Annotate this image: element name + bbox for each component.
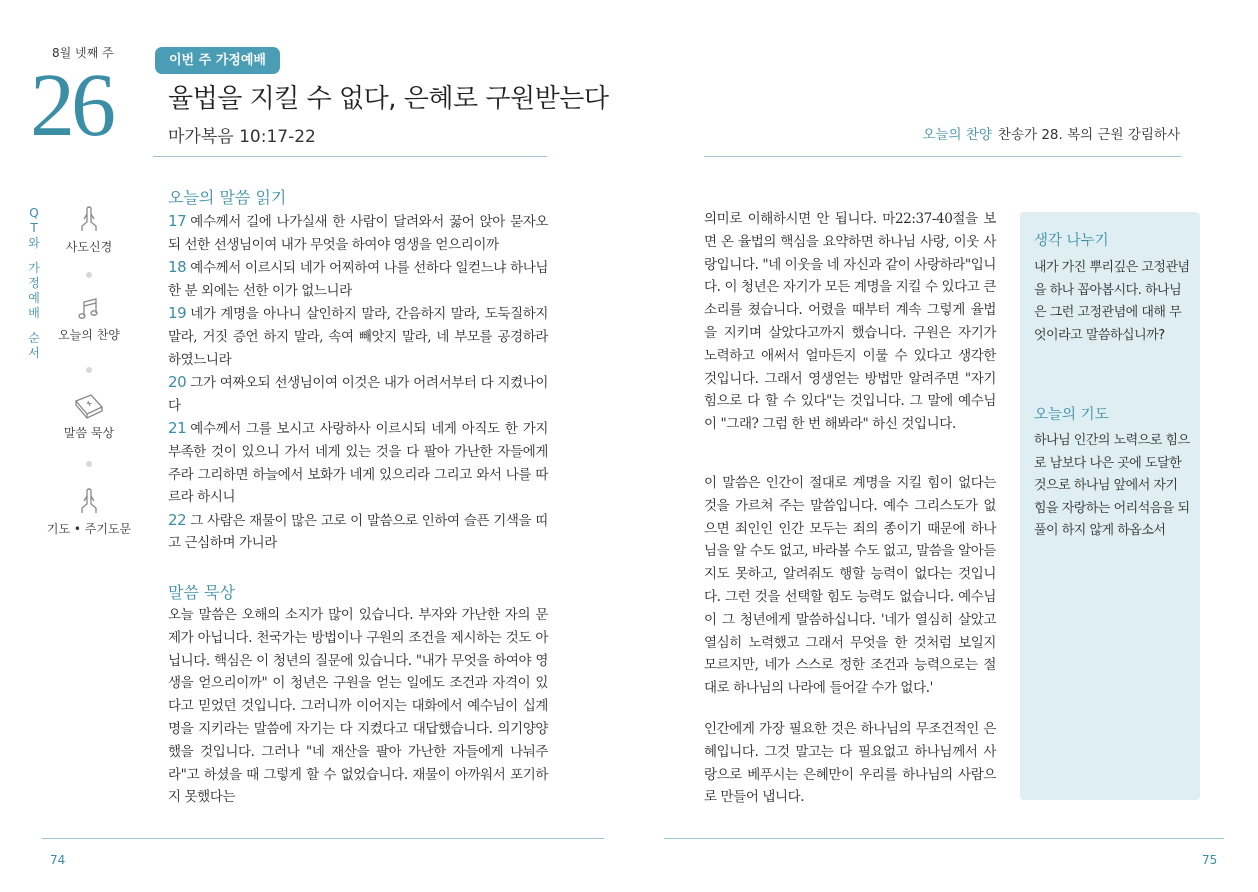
verse-number: 18 [168, 258, 187, 277]
verse-number: 20 [168, 373, 187, 392]
body-paragraph-1: 의미로 이해하시면 안 됩니다. 마22:37-40절을 보면 온 율법의 핵심을 요약하면 하나님 사랑, 이웃 사랑입니다. "네 이웃을 네 자신과 같이 사랑하라"입니다. 이 청년은 자기가 모든 계명을 지킬 수 있다고 큰 소리를 쳤습니다. 어렸을 때부터 계속 그렇게 율법을 지키며 살았다고까지 했습니다. 구원은 자기가 노력하고 애써서 얼마든지 이룰 수 있다고 생각한 것입니다. 그래서 영생얻는 방법만 알려주면 "자기 힘으로 다 할 수 있다"는 것입니다. 그 말에 예수님이 "그래? 그럼 한 번 해봐라" 하신 것입니다. [704, 211, 996, 433]
page-number-right: 75 [1202, 853, 1218, 867]
todays-hymn [922, 123, 1180, 143]
step-label: 말씀 묵상 [63, 426, 115, 440]
step-prayer [34, 486, 144, 537]
step-label: 오늘의 찬양 [58, 328, 120, 342]
step-label: 사도신경 [65, 240, 113, 254]
verse-text: 예수께서 이르시되 네가 어찌하여 나를 선하다 일컫느냐 하나님 한 분 외에는 선한 이가 없느니라 [168, 260, 548, 299]
week-label: 8월 넷째 주 [52, 46, 114, 60]
step-todays-hymn [34, 296, 144, 343]
vertical-char: 순 [28, 331, 40, 345]
vertical-char: T [30, 221, 38, 235]
praying-hands-icon [74, 486, 104, 516]
verse-number: 19 [168, 304, 187, 323]
vertical-char: 가 [28, 261, 40, 275]
praying-hands-icon [74, 204, 104, 234]
body-paragraph-3: 인간에게 가장 필요한 것은 하나님의 무조건적인 은혜입니다. 그것 말고는 다 필요없고 하나님께서 사랑으로 베푸시는 은혜만이 우리를 하나님의 사람으로 만들어 냅니다. [704, 721, 996, 806]
verse-list [168, 210, 548, 555]
verse-text: 네가 계명을 아나니 살인하지 말라, 간음하지 말라, 도둑질하지 말라, 거짓 증언 하지 말라, 속여 빼앗지 말라, 네 부모를 공경하라 하였느니라 [168, 306, 548, 368]
bible-icon [73, 392, 105, 420]
verse-text: 그 사람은 재물이 많은 고로 이 말씀으로 인하여 슬픈 기색을 띠고 근심하며 가니라 [168, 512, 548, 552]
vertical-char: 서 [28, 346, 40, 360]
footer-divider [664, 838, 1224, 839]
verse-text: 그가 여짜오되 선생님이여 이것은 내가 어려서부터 다 지켰나이다 [168, 375, 548, 414]
day-number: 26 [30, 56, 112, 155]
verse-text: 예수께서 그를 보시고 사랑하사 이르시되 네게 아직도 한 가지 부족한 것이 있으니 가서 네게 있는 것을 다 팔아 가난한 자들에게 주라 그리하면 하늘에서 보화가 네게 있으리라 그리고 와서 나를 따르라 하시니 [168, 421, 548, 506]
verse-text: 예수께서 길에 나가실새 한 사람이 달려와서 꿇어 앉아 묻자오되 선한 선생님이여 내가 무엇을 하여야 영생을 얻으리이까 [168, 214, 548, 253]
meditation-heading: 말씀 묵상 [168, 583, 235, 602]
step-separator-dot [86, 367, 92, 373]
share-text: 내가 가진 뿌리깊은 고정관념을 하나 꼽아봅시다. 하나님은 그런 고정관념에 대해 무엇이라고 말씀하십니까? [1034, 260, 1190, 343]
step-separator-dot [86, 461, 92, 467]
vertical-char: 예 [28, 291, 40, 305]
reflection-box [1020, 212, 1200, 800]
divider [153, 156, 547, 157]
verse-number: 22 [168, 510, 187, 529]
hymn-title: 찬송가 28. 복의 근원 강림하사 [997, 127, 1180, 143]
body-paragraph-2: 이 말씀은 인간이 절대로 계명을 지킬 힘이 없다는 것을 가르쳐 주는 말씀입니다. 예수 그리스도가 없으면 죄인인 인간 모두는 죄의 종이기 때문에 하나님을 알 수도 없고, 바라볼 수도 없고, 말씀을 알아듣지도 못하고, 알려줘도 행할 능력이 없다는 것입니다. 그런 것을 선택할 힘도 능력도 없습니다. 예수님이 그 청년에게 말씀하십니다. '네가 열심히 살았고 열심히 노력했고 그래서 무엇을 한 것처럼 보일지 모르지만, 네가 스스로 정한 조건과 능력으로는 절대로 하나님의 나라에 들어갈 수가 없다.' [704, 475, 996, 697]
divider [704, 156, 1181, 157]
reading-heading: 오늘의 말씀 읽기 [168, 188, 287, 207]
scripture-reference: 마가복음 10:17-22 [168, 127, 316, 147]
step-separator-dot [86, 272, 92, 278]
meditation-text: 오늘 말씀은 오해의 소지가 많이 있습니다. 부자와 가난한 자의 문제가 아닙니다. 천국가는 방법이나 구원의 조건을 제시하는 것도 아닙니다. 핵심은 이 청년의 질문에 있습니다. "내가 무엇을 하여야 영생을 얻으리이까" 이 청년은 구원을 얻는 일에도 조건과 자격이 있다고 믿었던 것입니다. 그러니까 이어지는 대화에서 예수님이 십계명을 지키라는 말씀에 자기는 다 지켰다고 대답했습니다. 의기양양했을 것입니다. 그러나 "네 재산을 팔아 가난한 자들에게 나눠주라"고 하셨을 때 그렇게 할 수 없었습니다. 재물이 아까워서 포기하지 못했다는 [168, 607, 548, 806]
verse-number: 17 [168, 212, 187, 230]
music-note-icon [76, 296, 102, 322]
vertical-char: Q [29, 206, 39, 220]
vertical-char: 배 [28, 306, 40, 320]
page-number-left: 74 [50, 853, 66, 867]
section-badge: 이번 주 가정예배 [155, 47, 280, 74]
page-title: 율법을 지킬 수 없다, 은혜로 구원받는다 [168, 84, 609, 114]
share-heading: 생각 나누기 [1034, 233, 1109, 249]
vertical-char: 와 [28, 236, 40, 250]
step-word-meditation [34, 392, 144, 441]
step-apostles-creed [34, 204, 144, 255]
hymn-label: 오늘의 찬양 [922, 127, 992, 143]
prayer-text: 하나님 인간의 노력으로 힘으로 남보다 나은 곳에 도달한 것으로 하나님 앞에서 자기 힘을 자랑하는 어리석음을 되풀이 하지 않게 하옵소서 [1034, 433, 1190, 538]
footer-divider [42, 838, 604, 839]
prayer-heading: 오늘의 기도 [1034, 407, 1109, 423]
vertical-char: 정 [28, 276, 40, 290]
step-label: 기도 • 주기도문 [46, 522, 132, 536]
verse-number: 21 [168, 419, 187, 438]
